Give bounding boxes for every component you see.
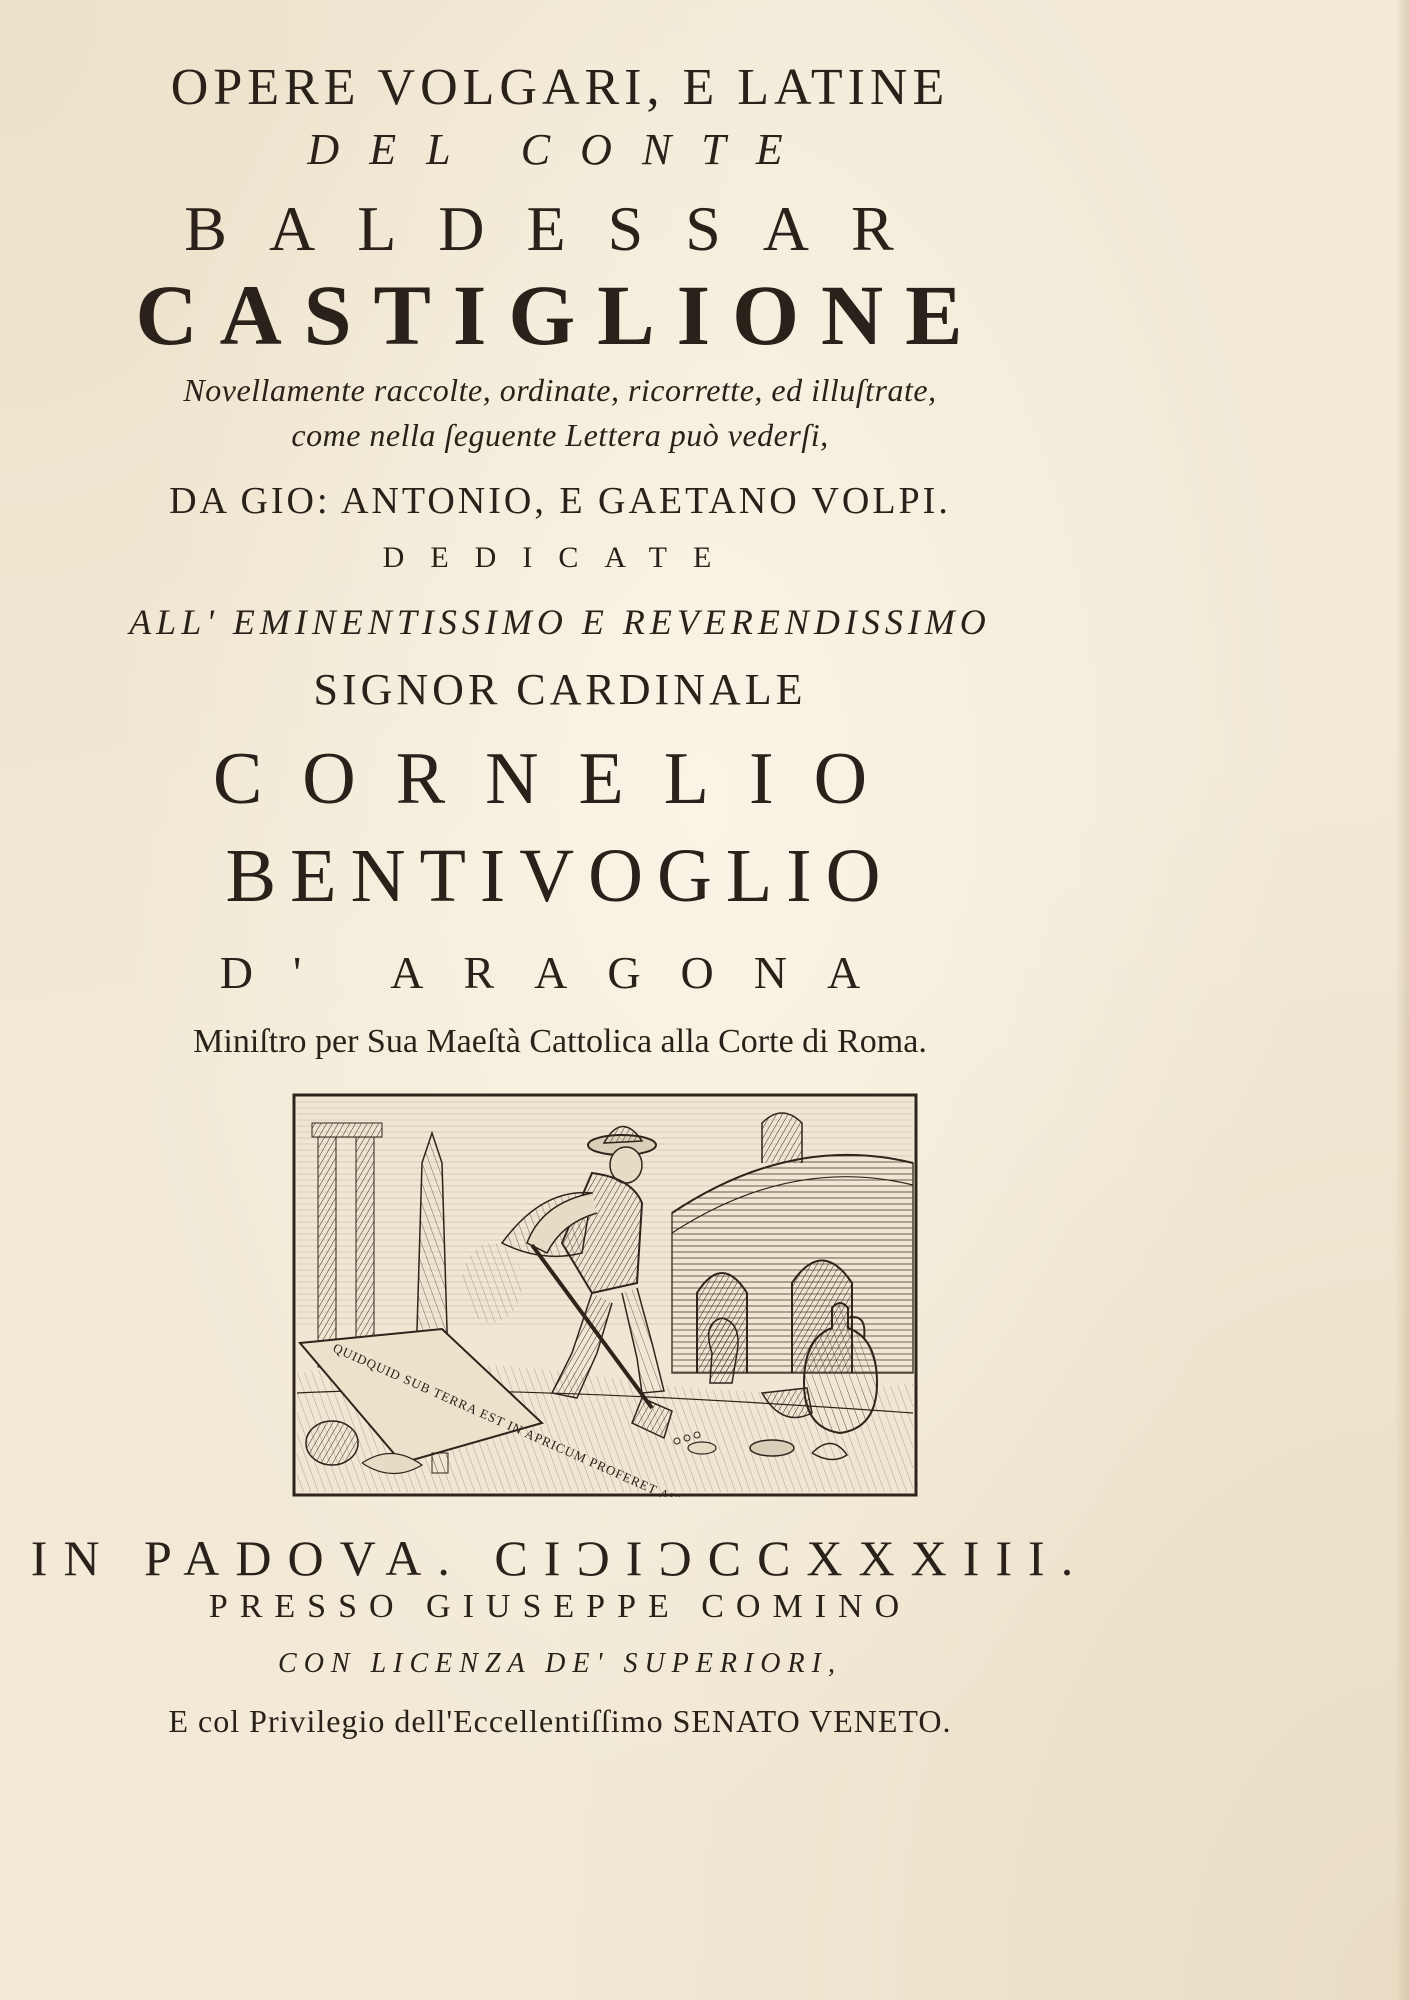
page-edge-shadow <box>1395 0 1409 2000</box>
title-line-opere: OPERE VOLGARI, E LATINE <box>170 59 950 116</box>
dedicatee-title: SIGNOR CARDINALE <box>313 665 807 714</box>
imprint-licence: CON LICENZA DE' SUPERIORI, <box>278 1648 842 1679</box>
editors-line: DA GIO: ANTONIO, E GAETANO VOLPI. <box>169 480 951 522</box>
author-surname: CASTIGLIONE <box>135 267 985 363</box>
imprint-place-date: IN PADOVA. CIƆIƆCCXXXIII. <box>30 1530 1090 1586</box>
dedicate-line: DEDICATE <box>382 541 738 574</box>
subtitle-line-1: Novellamente raccolte, ordinate, ricorrette, ed illuſtrate, <box>183 372 937 408</box>
dedicatee-first-name: CORNELIO <box>212 738 908 820</box>
title-line-del-conte: DEL CONTE <box>307 125 813 174</box>
engraving-man-digging-icon <box>292 1093 918 1497</box>
engraved-vignette <box>292 1093 918 1497</box>
subtitle-line-2: come nella ſeguente Lettera può vederſi, <box>291 417 829 453</box>
imprint-printer: PRESSO GIUSEPPE COMINO <box>208 1588 912 1625</box>
dedicatee-house: D' ARAGONA <box>219 947 901 998</box>
author-first-name: BALDESSAR <box>184 193 936 264</box>
dedicatee-honorific: ALL' EMINENTISSIMO E REVERENDISSIMO <box>129 602 991 642</box>
dedicatee-surname: BENTIVOGLIO <box>225 834 895 918</box>
dedicatee-office: Miniſtro per Sua Maeſtà Cattolica alla Corte di Roma. <box>193 1023 927 1060</box>
vignette-motto: QUIDQUID SUB TERRA EST IN APRICUM PROFERET <box>330 1340 660 1497</box>
imprint-privilege: E col Privilegio dell'Eccellentiſſimo SENATO VENETO. <box>168 1703 952 1739</box>
